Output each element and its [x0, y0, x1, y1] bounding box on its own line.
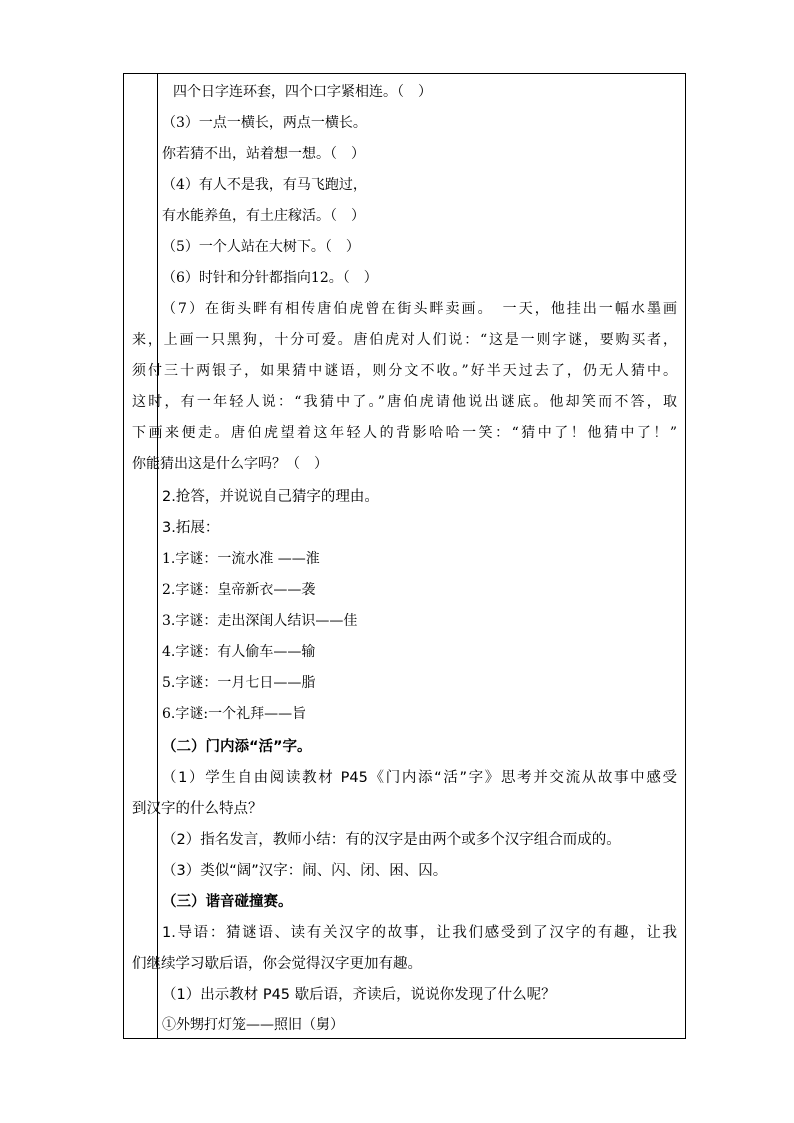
section-2-item-1: （1）学生自由阅读教材 P45《门内添“活”字》思考并交流从故事中感受 [162, 770, 677, 786]
riddle-4: （4）有人不是我，有马飞跑过， [162, 177, 367, 193]
extension-riddle-2: 2.字谜：皇帝新衣——袭 [162, 582, 316, 598]
xiehouyu-1: ①外甥打灯笼——照旧（舅） [162, 1017, 344, 1033]
extension-riddle-6: 6.字谜:一个礼拜——旨 [162, 706, 307, 722]
story-question: 你能猜出这是什么字吗？（ ） [132, 456, 328, 472]
extension-riddle-3: 3.字谜：走出深闺人结识——佳 [162, 613, 358, 629]
riddle-6: （6）时针和分针都指向12。（ ） [162, 270, 378, 286]
section-2-item-3: （3）类似“阔”汉字：闹、闪、闭、困、囚。 [162, 863, 448, 879]
section-2-item-1-cont: 到汉字的什么特点？ [132, 801, 263, 817]
riddle-5: （5）一个人站在大树下。（ ） [162, 239, 360, 255]
section-3-intro: 1.导语：猜谜语、读有关汉字的故事，让我们感受到了汉字的有趣，让我 [162, 925, 677, 941]
section-3-intro-cont: 们继续学习歇后语，你会觉得汉字更加有趣。 [132, 956, 422, 972]
step-2-quick-answer: 2.抢答，并说说自己猜字的理由。 [162, 489, 379, 505]
story-line-1: （7）在街头畔有相传唐伯虎曾在街头畔卖画。 一天，他挂出一幅水墨画 [162, 301, 677, 317]
step-3-extension: 3.拓展： [162, 520, 220, 536]
story-line-2: 来，上画一只黑狗，十分可爱。唐伯虎对人们说：“这是一则字谜，要购买者， [132, 332, 677, 348]
riddle-2-cont: 四个日字连环套，四个口字紧相连。（ ） [173, 84, 432, 100]
story-line-5: 下画来便走。唐伯虎望着这年轻人的背影哈哈一笑：“猜中了！他猜中了！” [132, 425, 677, 441]
section-2-heading: （二）门内添“活”字。 [162, 739, 312, 755]
riddle-3: （3）一点一横长，两点一横长。 [162, 115, 367, 131]
extension-riddle-4: 4.字谜：有人偷车——输 [162, 644, 316, 660]
section-2-item-2: （2）指名发言，教师小结：有的汉字是由两个或多个汉字组合而成的。 [162, 832, 621, 848]
section-3-heading: （三）谐音碰撞赛。 [162, 894, 293, 910]
story-line-4: 这时，有一年轻人说：“我猜中了。”唐伯虎请他说出谜底。他却笑而不答，取 [132, 394, 677, 410]
riddle-4-cont: 有水能养鱼，有土庄稼活。（ ） [162, 208, 365, 224]
column-divider [157, 73, 158, 1039]
story-line-3: 须付三十两银子，如果猜中谜语，则分文不收。”好半天过去了，仍无人猜中。 [132, 363, 677, 379]
extension-riddle-5: 5.字谜：一月七日——脂 [162, 675, 316, 691]
section-3-item-1: （1）出示教材 P45 歇后语，齐读后，说说你发现了什么呢？ [162, 987, 556, 1003]
extension-riddle-1: 1.字谜：一流水准 ——淮 [162, 551, 320, 567]
riddle-3-cont: 你若猜不出，站着想一想。（ ） [162, 146, 365, 162]
